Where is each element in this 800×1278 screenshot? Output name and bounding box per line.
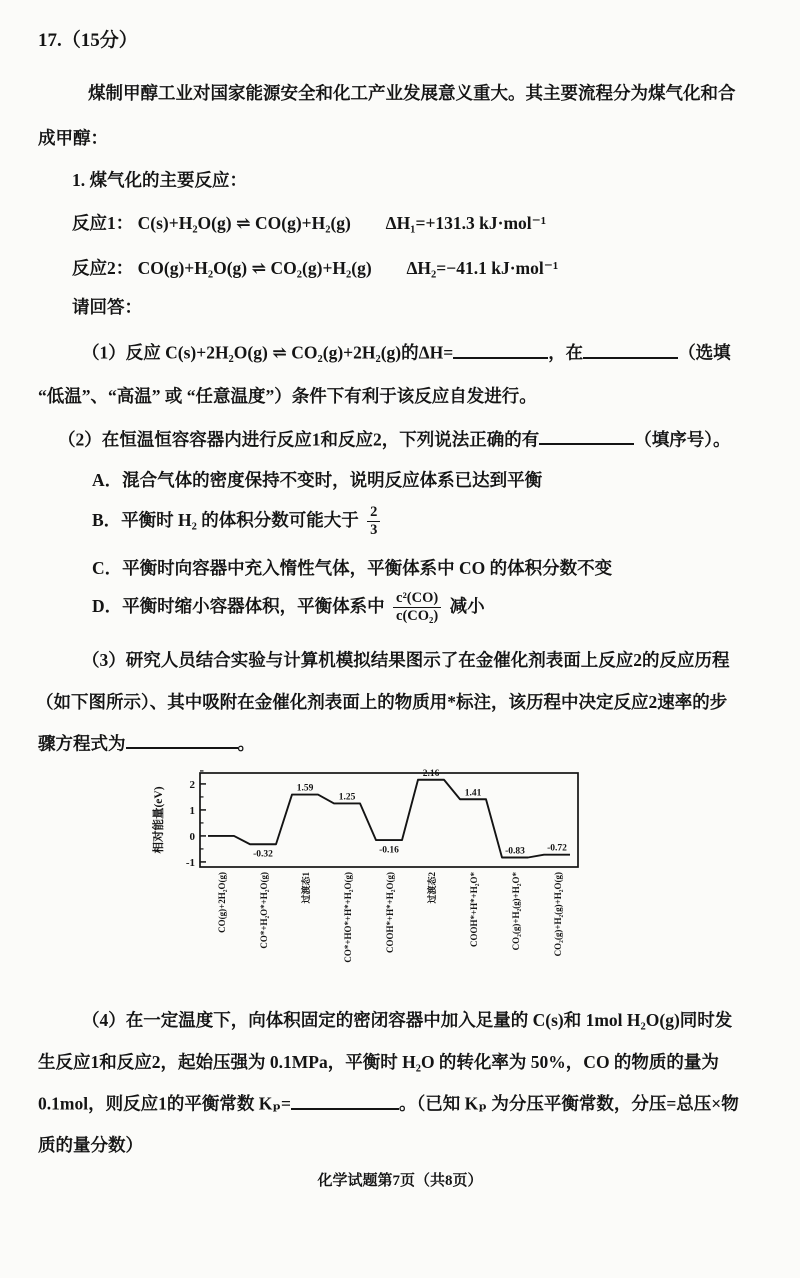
option-b-fraction [367, 504, 380, 540]
section1-title: 1. 煤气化的主要反应： [72, 170, 247, 190]
q4-line-1: （4）在一定温度下，向体积固定的密闭容器中加入足量的 C(s)和 1mol H₂O(g)同时发 [82, 1010, 733, 1031]
svg-text:1.41: 1.41 [464, 788, 482, 799]
reaction-1-equation: C(s)+H₂O(g) ⇌ CO(g)+H₂(g) [137, 213, 351, 233]
please-answer: 请回答： [72, 297, 142, 317]
q1-line-2: “低温”、“高温” 或 “任意温度”）条件下有利于该反应自发进行。 [38, 385, 537, 406]
q1-text-post: （选填 [678, 342, 731, 363]
option-d-text-pre: D．平衡时缩小容器体积，平衡体系中 [92, 595, 385, 616]
fraction-denominator: c(CO₂) [396, 608, 439, 625]
energy-profile-chart [148, 766, 800, 995]
reaction-1-enthalpy: ΔH₁=+131.3 kJ·mol⁻¹ [385, 213, 547, 233]
q4-answer-blank [291, 1090, 399, 1110]
q4-line-2: 生反应1和反应2，起始压强为 0.1MPa，平衡时 H₂O 的转化率为 50%，CO 的物质的量为 [38, 1052, 719, 1073]
svg-text:2.16: 2.16 [422, 769, 440, 780]
fraction-denominator: 3 [370, 522, 378, 539]
q2-text-pre: （2）在恒温恒容容器内进行反应1和反应2，下列说法正确的有 [58, 429, 540, 449]
q1-text-mid: ，在 [548, 342, 584, 363]
svg-text:CO(g)+2H₂O(g): CO(g)+2H₂O(g) [217, 872, 227, 933]
svg-text:-0.72: -0.72 [547, 843, 567, 854]
q4-text-post: 。（已知 Kₚ 为分压平衡常数，分压=总压×物 [399, 1093, 739, 1114]
q3-text-pre: 骤方程式为 [38, 733, 126, 754]
option-d [92, 590, 800, 626]
reaction-2-label: 反应2： [72, 258, 134, 278]
q1-answer-blank-2 [583, 339, 678, 359]
intro-line-1: 煤制甲醇工业对国家能源安全和化工产业发展意义重大。其主要流程分为煤气化和合 [88, 83, 736, 103]
q1-answer-blank-1 [453, 339, 548, 359]
svg-text:COOH*+H*+H₂O*: COOH*+H*+H₂O* [469, 872, 479, 948]
question-number: 17.（15分） [38, 30, 138, 51]
q3-line-1: （3）研究人员结合实验与计算机模拟结果图示了在金催化剂表面上反应2的反应历程 [82, 649, 730, 670]
q3-text-post: 。 [237, 733, 255, 754]
q4-line-3 [38, 1090, 800, 1117]
q2-answer-blank [539, 426, 634, 446]
svg-text:CO₂(g)+H₂(g)+H₂O(g): CO₂(g)+H₂(g)+H₂O(g) [553, 872, 563, 957]
reaction-2-line [72, 255, 800, 281]
option-b [92, 504, 800, 540]
q3-line-2: （如下图所示）、其中吸附在金催化剂表面上的物质用*标注，该历程中决定反应2速率的步 [36, 691, 728, 712]
intro-line-2: 成甲醇： [38, 128, 108, 148]
fraction-numerator: 2 [367, 504, 380, 522]
reaction-2-enthalpy: ΔH₂=−41.1 kJ·mol⁻¹ [406, 258, 559, 278]
svg-text:0: 0 [189, 830, 195, 843]
svg-text:过渡态1: 过渡态1 [301, 872, 311, 904]
svg-text:CO*+H₂O*+H₂O(g): CO*+H₂O*+H₂O(g) [259, 872, 269, 949]
fraction-numerator: c²(CO) [393, 590, 441, 608]
option-a: A．混合气体的密度保持不变时，说明反应体系已达到平衡 [92, 470, 543, 490]
exam-page [0, 28, 800, 1278]
svg-text:1.25: 1.25 [338, 792, 356, 803]
svg-text:1: 1 [189, 804, 195, 817]
option-c: C．平衡时向容器中充入惰性气体，平衡体系中 CO 的体积分数不变 [92, 557, 613, 578]
svg-text:过渡态2: 过渡态2 [427, 872, 437, 904]
option-d-text-post: 减小 [449, 595, 485, 616]
option-b-text: B．平衡时 H₂ 的体积分数可能大于 [92, 509, 359, 530]
svg-text:1.59: 1.59 [296, 783, 314, 794]
page-footer: 化学试题第7页（共8页） [317, 1172, 483, 1189]
svg-text:相对能量(eV): 相对能量(eV) [153, 786, 165, 854]
svg-text:-0.32: -0.32 [253, 849, 273, 860]
q4-text-pre: 0.1mol，则反应1的平衡常数 Kₚ= [38, 1093, 291, 1114]
svg-text:-0.16: -0.16 [379, 845, 399, 856]
svg-text:CO₂(g)+H₂(g)+H₂O*: CO₂(g)+H₂(g)+H₂O* [511, 872, 521, 951]
option-d-fraction [393, 590, 441, 626]
q3-answer-blank [126, 730, 238, 750]
svg-text:2: 2 [189, 778, 195, 791]
q1-line-1 [82, 339, 800, 366]
q2-text-post: （填序号）。 [634, 429, 731, 449]
reaction-1-label: 反应1： [72, 213, 134, 233]
q3-line-3 [38, 730, 800, 757]
svg-text:-0.83: -0.83 [505, 846, 525, 857]
q1-text-pre: （1）反应 C(s)+2H₂O(g) ⇌ CO₂(g)+2H₂(g)的ΔH= [82, 342, 454, 363]
svg-text:CO*+HO*+H*+H₂O(g): CO*+HO*+H*+H₂O(g) [343, 872, 353, 963]
reaction-1-line [72, 210, 800, 236]
svg-text:COOH*+H*+H₂O(g): COOH*+H*+H₂O(g) [385, 872, 395, 954]
q2-line [58, 426, 800, 453]
reaction-2-equation: CO(g)+H₂O(g) ⇌ CO₂(g)+H₂(g) [137, 258, 372, 278]
energy-profile-svg [148, 766, 598, 990]
q4-line-4: 质的量分数） [38, 1134, 143, 1155]
svg-text:-1: -1 [185, 856, 195, 869]
